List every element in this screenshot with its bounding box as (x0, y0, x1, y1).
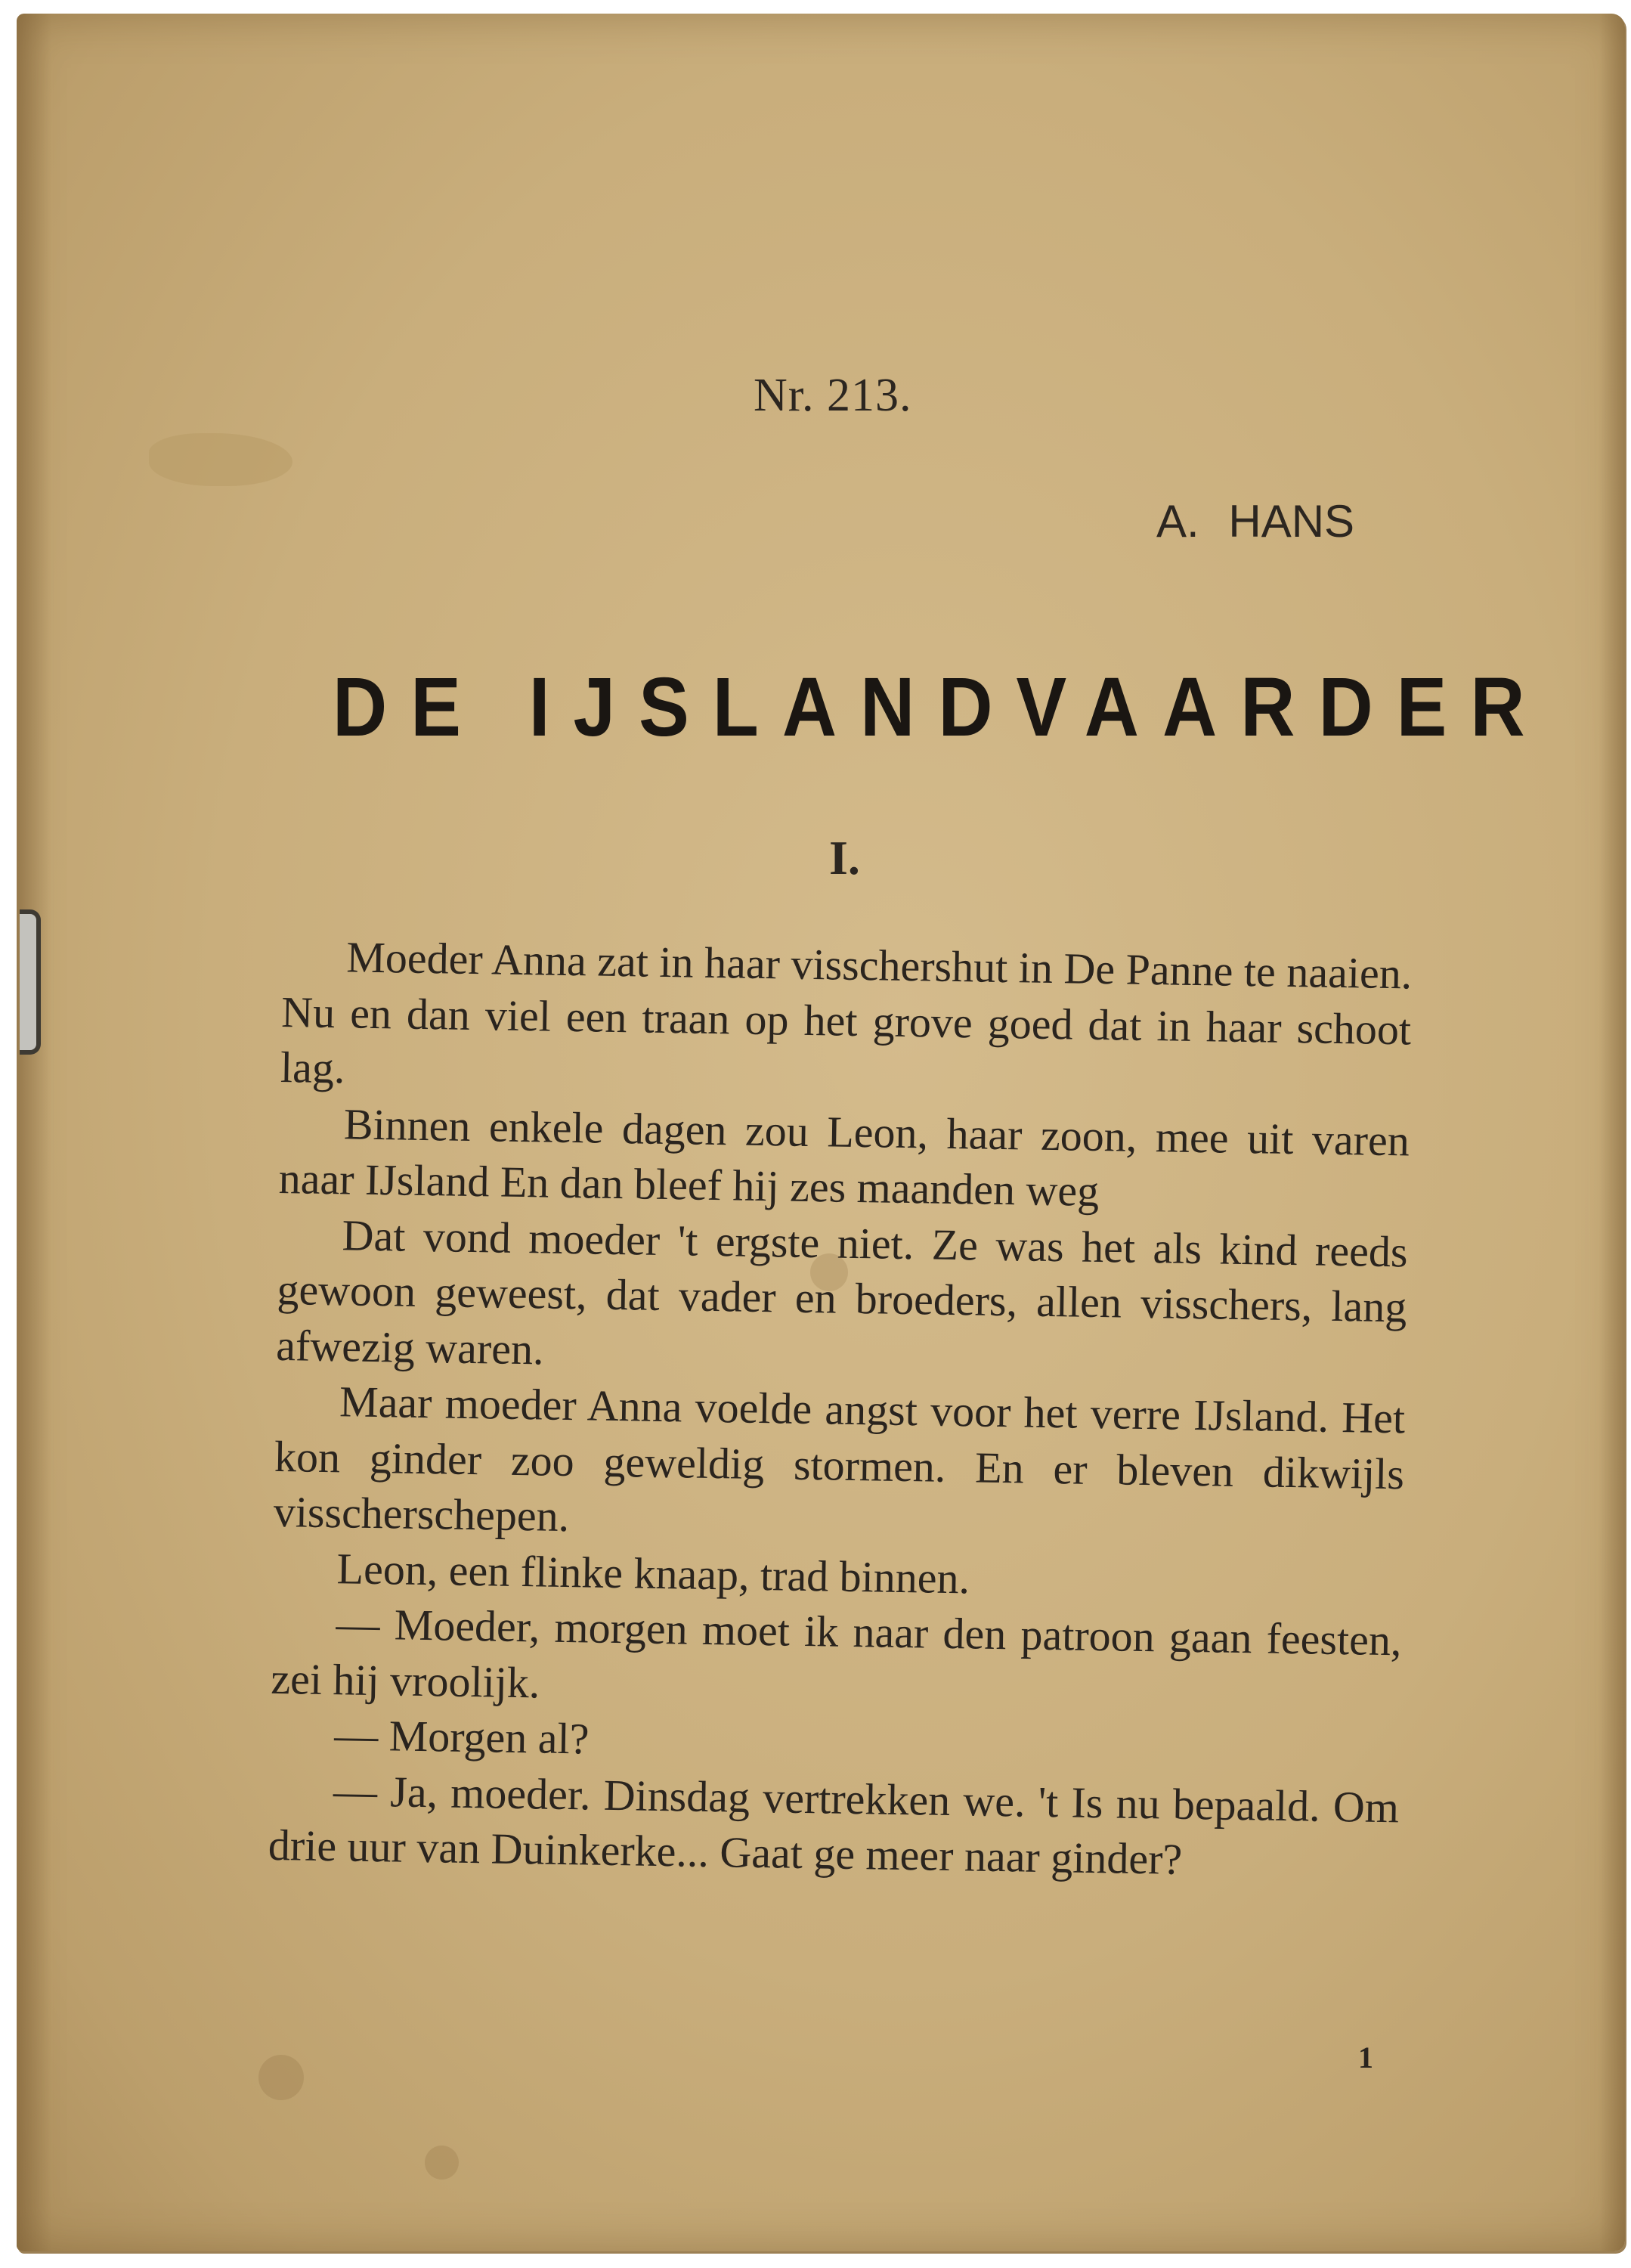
paragraph: Maar moeder Anna voelde angst voor het verre IJsland. Het kon ginder zoo geweldig stormen. En er bleven dikwijls visscherschepen. (273, 1377, 1406, 1541)
chapter-heading: I. (829, 831, 860, 885)
paragraph: Binnen enkele dagen zou Leon, haar zoon, mee uit varen naar IJsland En dan bleef hij zes maanden weg (278, 1098, 1410, 1216)
page-number: 1 (1358, 2040, 1373, 2074)
booklet-page (17, 14, 1625, 2251)
paragraph: Leon, een flinke knaap, trad binnen. (336, 1543, 970, 1603)
paragraph: — Morgen al? (333, 1710, 590, 1764)
page-edge-shadow (1599, 14, 1625, 2251)
paragraph: — Ja, moeder. Dinsdag vertrekken we. 't Is nu bepaald. Om drie uur van Duinkerke... Gaat ge meer naar ginder? (268, 1765, 1400, 1884)
story-text (268, 928, 1412, 1891)
issue-number: Nr. 213. (754, 370, 912, 421)
book-title: DE IJSLANDVAARDER (333, 661, 1549, 754)
spine-shadow (17, 14, 51, 2251)
staple (20, 909, 41, 1055)
author-name: A. HANS (1156, 496, 1355, 547)
paragraph: Dat vond moeder 't ergste niet. Ze was het als kind reeds gewoon geweest, dat vader en broeders, allen visschers, lang afwezig waren. (275, 1210, 1408, 1374)
paragraph: — Moeder, morgen moet ik naar den patroon gaan feesten, zei hij vroolijk. (270, 1599, 1402, 1707)
paper-tear (149, 433, 292, 486)
paper-stain (425, 2146, 459, 2180)
paragraph: Moeder Anna zat in haar visschershut in De Panne te naaien. Nu en dan viel een traan op het grove goed dat in haar schoot lag. (280, 932, 1413, 1093)
paper-stain (258, 2055, 304, 2100)
